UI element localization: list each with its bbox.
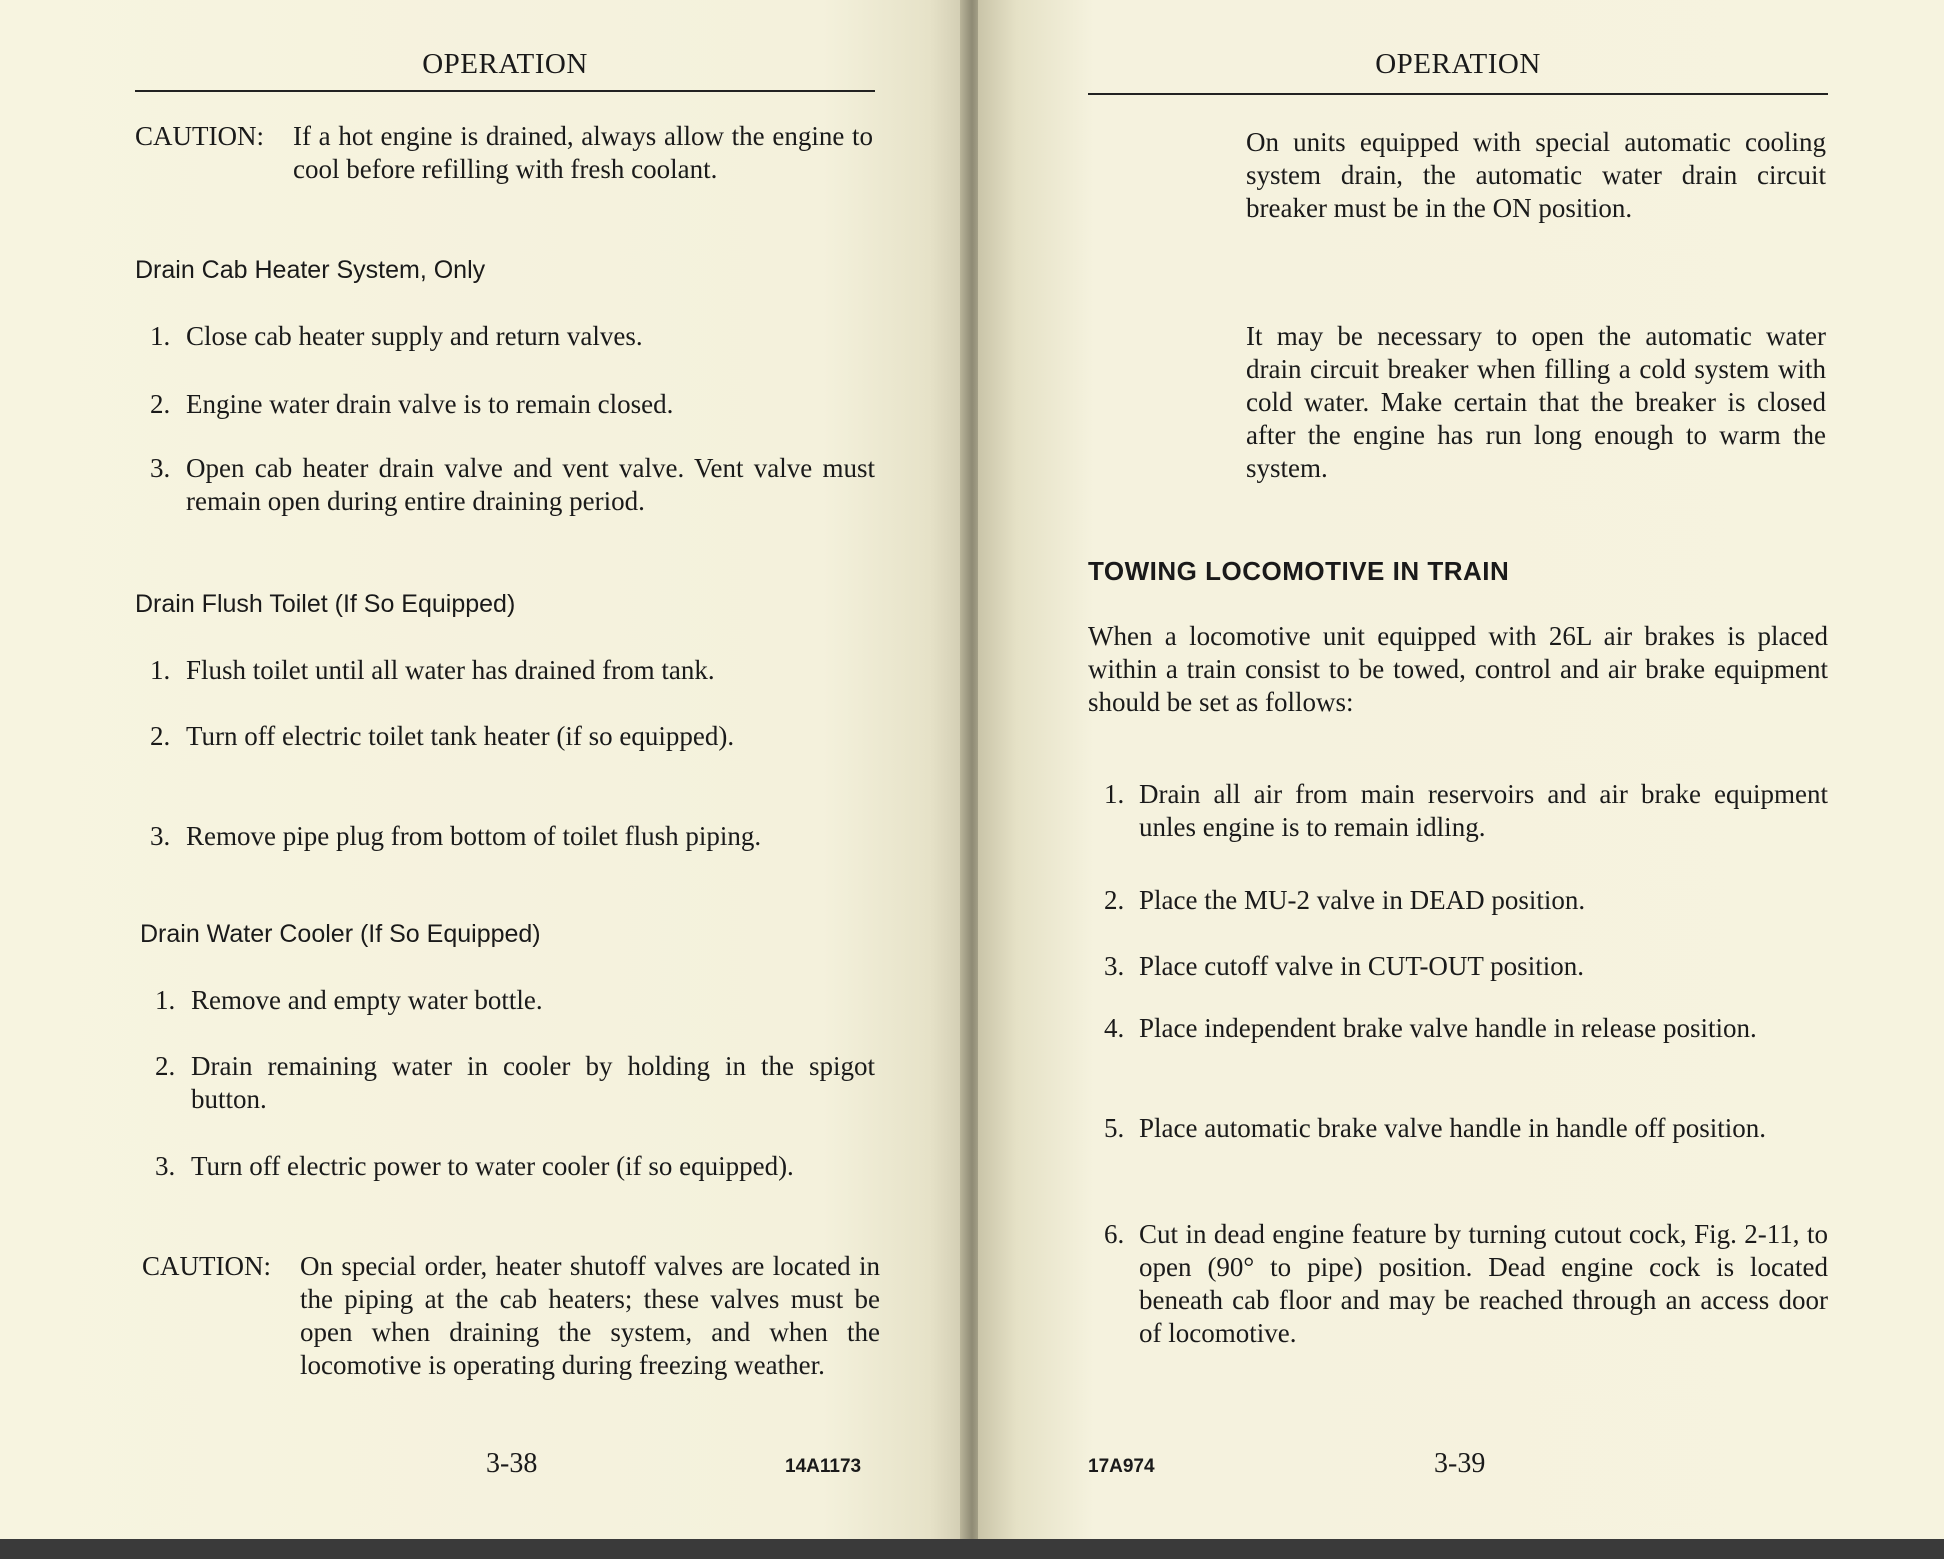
page-header: OPERATION [422,48,588,80]
caution-text: On special order, heater shutoff valves are located in the piping at the cab heaters; these valves must be open when draining the system, and when the locomotive is operating during freezing weather. [300,1251,880,1380]
item-text: Remove pipe plug from bottom of toilet flush piping. [186,821,762,851]
document-code: 17A974 [1088,1456,1155,1477]
cab-heater-heading: Drain Cab Heater System, Only [135,256,486,284]
item-number: 1. [150,655,171,685]
item-text: Flush toilet until all water has drained from tank. [186,655,715,685]
item-text: Place the MU-2 valve in DEAD position. [1139,885,1586,915]
caution-top [135,120,875,230]
item-text: Turn off electric power to water cooler (if so equipped). [191,1151,794,1181]
item-text: Turn off electric toilet tank heater (if so equipped). [186,721,735,751]
item-text: Place automatic brake valve handle in handle off position. [1139,1113,1767,1143]
item-number: 1. [155,985,176,1015]
item-number: 3. [155,1151,176,1181]
paragraph: It may be necessary to open the automatic water drain circuit breaker when filling a cold system with cold water. Make certain that the breaker is closed after the engine has run long enough to warm the system. [1246,321,1826,483]
page-number: 3-38 [486,1448,538,1479]
item-text: Drain all air from main reservoirs and air brake equipment unles engine is to remain idling. [1139,779,1828,842]
item-number: 5. [1104,1113,1125,1143]
item-text: Remove and empty water bottle. [191,985,543,1015]
item-number: 1. [150,321,171,351]
item-number: 2. [150,389,171,419]
left-page [0,0,968,1539]
item-number: 2. [1104,885,1125,915]
item-number: 3. [150,453,171,483]
item-text: Open cab heater drain valve and vent valve. Vent valve must remain open during entire draining period. [186,453,875,516]
caution-text: If a hot engine is drained, always allow the engine to cool before refilling with fresh coolant. [293,121,873,184]
section-title: TOWING LOCOMOTIVE IN TRAIN [1088,556,1510,586]
page-header: OPERATION [1375,48,1541,80]
item-text: Place independent brake valve handle in release position. [1139,1013,1757,1043]
header-rule [135,90,875,92]
header-rule [1088,93,1828,95]
paragraph: On units equipped with special automatic cooling system drain, the automatic water drain circuit breaker must be in the ON position. [1246,127,1826,223]
item-number: 2. [155,1051,176,1081]
item-number: 6. [1104,1219,1125,1249]
intro-paragraph: When a locomotive unit equipped with 26L air brakes is placed within a train consist to be towed, control and air brake equipment should be set as follows: [1088,621,1828,717]
item-number: 3. [150,821,171,851]
item-number: 3. [1104,951,1125,981]
item-text: Cut in dead engine feature by turning cutout cock, Fig. 2-11, to open (90° to pipe) position. Dead engine cock is located beneath cab floor and may be reached through an access door of locomotive. [1139,1219,1828,1348]
document-code: 14A1173 [785,1456,862,1477]
caution-bottom [142,1250,882,1420]
page-number: 3-39 [1434,1448,1486,1479]
water-cooler-heading: Drain Water Cooler (If So Equipped) [140,920,541,948]
item-number: 2. [150,721,171,751]
item-number: 4. [1104,1013,1125,1043]
flush-toilet-heading: Drain Flush Toilet (If So Equipped) [135,590,516,618]
right-page [978,0,1944,1539]
scan-background [0,1539,1944,1559]
item-number: 1. [1104,779,1125,809]
item-text: Engine water drain valve is to remain closed. [186,389,674,419]
item-text: Place cutoff valve in CUT-OUT position. [1139,951,1584,981]
caution-label: CAUTION: [142,1251,271,1281]
item-text: Drain remaining water in cooler by holding in the spigot button. [191,1051,875,1114]
item-text: Close cab heater supply and return valves. [186,321,643,351]
caution-label: CAUTION: [135,121,264,151]
